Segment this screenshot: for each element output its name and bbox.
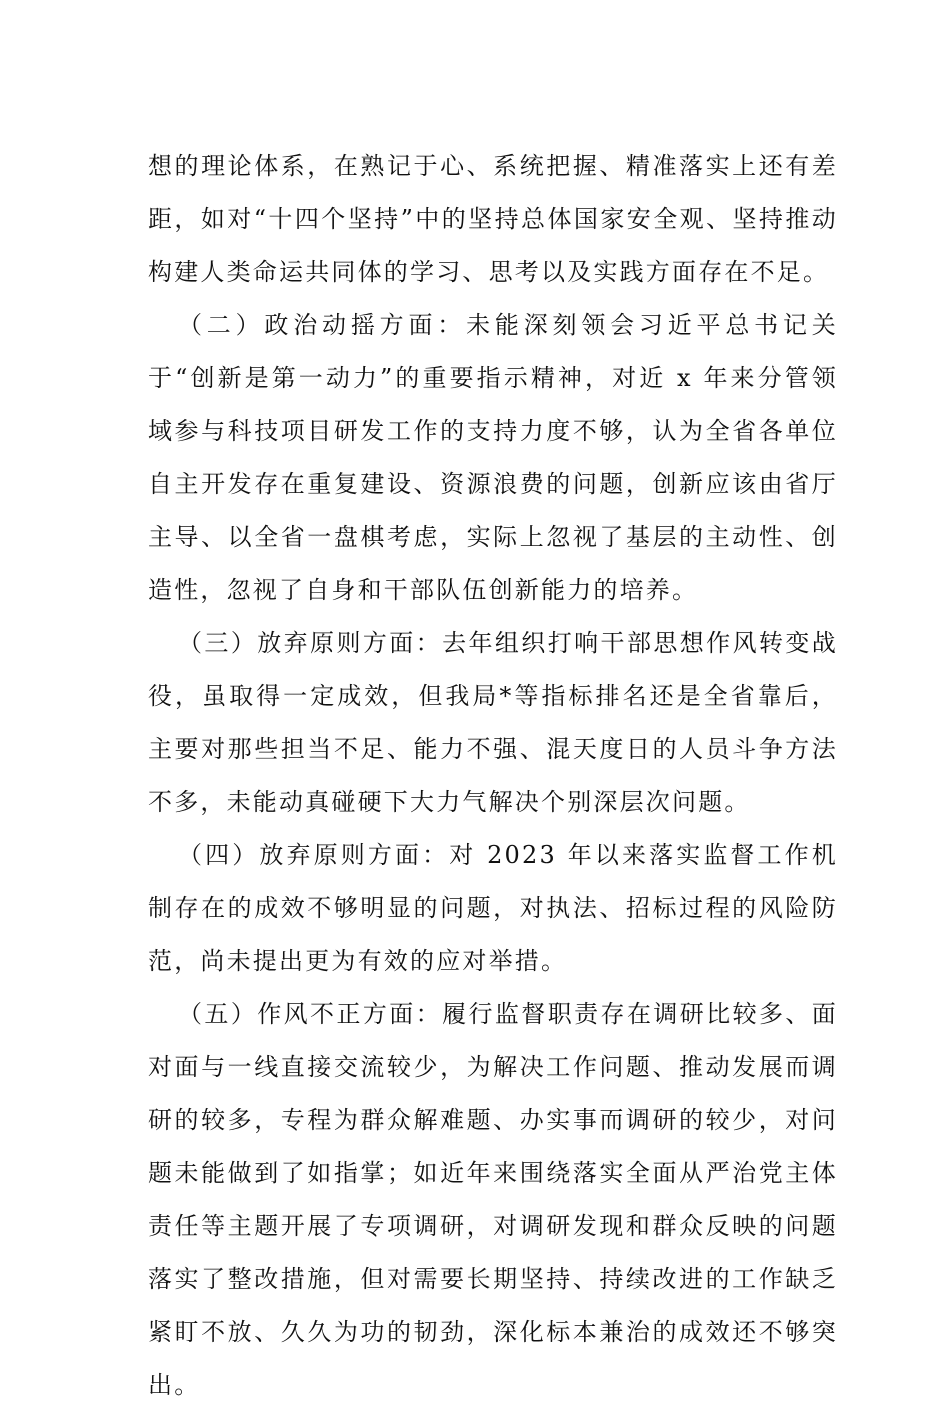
paragraph-section-3: （三）放弃原则方面：去年组织打响干部思想作风转变战役，虽取得一定成效，但我局*等指标排名还是全省靠后，主要对那些担当不足、能力不强、混天度日的人员斗争方法不多，未能动真碰硬下大力气解决个别深层次问题。 — [148, 629, 838, 816]
paragraph-section-2: （二）政治动摇方面：未能深刻领会习近平总书记关于“创新是第一动力”的重要指示精神，对近 x 年来分管领域参与科技项目研发工作的支持力度不够，认为全省各单位自主开发存在重复建设、资源浪费的问题，创新应该由省厅主导、以全省一盘棋考虑，实际上忽视了基层的主动性、创造性，忽视了自身和干部队伍创新能力的培养。 — [148, 311, 838, 604]
paragraph-continuation: 想的理论体系，在熟记于心、系统把握、精准落实上还有差距，如对“十四个坚持”中的坚持总体国家安全观、坚持推动构建人类命运共同体的学习、思考以及实践方面存在不足。 — [148, 152, 838, 286]
document-body — [148, 140, 838, 1412]
paragraph-section-5: （五）作风不正方面：履行监督职责存在调研比较多、面对面与一线直接交流较少，为解决工作问题、推动发展而调研的较多，专程为群众解难题、办实事而调研的较少，对问题未能做到了如指掌；如近年来围绕落实全面从严治党主体责任等主题开展了专项调研，对调研发现和群众反映的问题落实了整改措施，但对需要长期坚持、持续改进的工作缺乏紧盯不放、久久为功的韧劲，深化标本兼治的成效还不够突出。 — [148, 1000, 838, 1399]
paragraph-section-4: （四）放弃原则方面：对 2023 年以来落实监督工作机制存在的成效不够明显的问题，对执法、招标过程的风险防范，尚未提出更为有效的应对举措。 — [148, 841, 838, 975]
